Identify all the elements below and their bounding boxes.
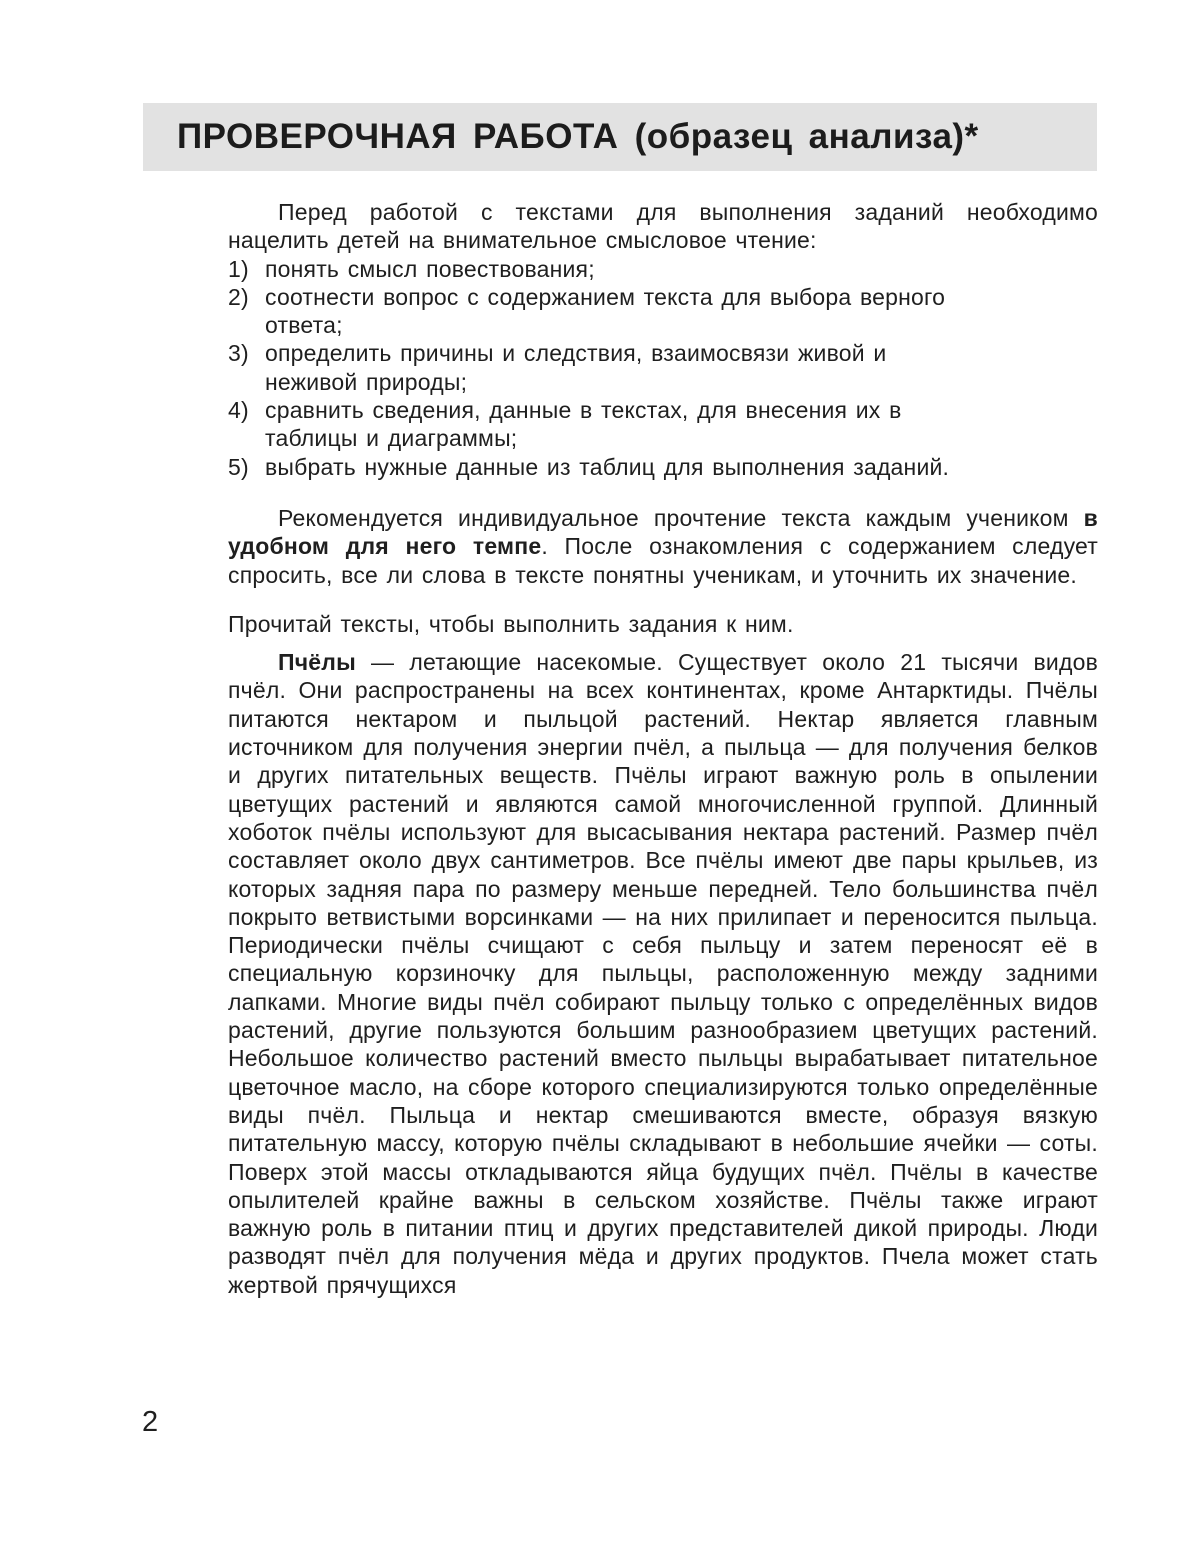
bees-text-paragraph <box>228 648 1098 1299</box>
reading-instruction: Прочитай тексты, чтобы выполнить задания к ним. <box>228 610 794 637</box>
list-item-text: выбрать нужные данные из таблиц для выполнения заданий. <box>265 453 950 480</box>
page-title: ПРОВЕРОЧНАЯ РАБОТА (образец анализа)* <box>177 117 979 156</box>
list-item <box>228 255 1098 283</box>
list-item <box>228 453 1098 481</box>
list-item <box>228 283 1098 340</box>
page-number: 2 <box>142 1406 159 1438</box>
list-item-number: 2) <box>228 283 249 310</box>
list-item-number: 5) <box>228 453 249 480</box>
list-item <box>228 339 1098 396</box>
list-item-text: сравнить сведения, данные в текстах, для внесения их в таблицы и диаграммы; <box>265 397 902 452</box>
list-item-number: 4) <box>228 397 249 424</box>
recommendation-paragraph <box>228 504 1098 589</box>
list-item-text: определить причины и следствия, взаимосвязи живой и неживой природы; <box>265 340 887 395</box>
list-item-number: 3) <box>228 340 249 367</box>
recommendation-text-start: Рекомендуется индивидуальное прочтение текста каждым учеником <box>278 504 1084 531</box>
list-item <box>228 396 1098 453</box>
list-item-text: понять смысл повествования; <box>265 255 595 282</box>
intro-paragraph: Перед работой с текстами для выполнения заданий необходимо нацелить детей на внимательное смысловое чтение: <box>228 199 1098 254</box>
reading-goals-list <box>228 255 1098 481</box>
list-item-number: 1) <box>228 255 249 282</box>
list-item-text: соотнести вопрос с содержанием текста для выбора верного ответа; <box>265 283 946 339</box>
bees-text-body: — летающие насекомые. Существует около 21 тысячи видов пчёл. Они распространены на всех континентах, кроме Антарктиды. Пчёлы питаются нектаром и пыльцой растений. Нектар является главным источником для получения энергии пчёл, а пыльца — для получения белков и других питательных веществ. Пчёлы играют важную роль в опылении цветущих растений и являются самой многочисленной группой. Длинный хоботок пчёлы используют для высасывания нектара растений. Размер пчёл составляет около двух сантиметров. Все пчёлы имеют две пары крыльев, из которых задняя пара по размеру меньше передней. Тело большинства пчёл покрыто ветвистыми ворсинками — на них прилипает и переносится пыльца. Периодически пчёлы счищают с себя пыльцу и затем переносят её в специальную корзиночку для пыльцы, расположенную между задними лапками. Многие виды пчёл собирают пыльцу только с определённых видов растений, другие пользуются большим разнообразием цветущих растений. Небольшое количество растений вместо пыльцы вырабатывает питательное цветочное масло, на сборе которого специализируются только определённые виды пчёл. Пыльца и нектар смешиваются вместе, образуя вязкую питательную массу, которую пчёлы складывают в небольшие ячейки — соты. Поверх этой массы откладываются яйца будущих пчёл. Пчёлы в качестве опылителей крайне важны в сельском хозяйстве. Пчёлы также играют важную роль в питании птиц и других представителей дикой природы. Люди разводят пчёл для получения мёда и других продуктов. Пчела может стать жертвой прячущихся <box>228 649 1098 1298</box>
recommendation-text-end: . После ознакомления с содержанием следует спросить, все ли слова в тексте понятны ученикам, и уточнить их значение. <box>228 533 1099 588</box>
bees-term: Пчёлы <box>278 649 356 676</box>
title-banner <box>143 103 1097 171</box>
recommendation-emphasis: в удобном для него темпе <box>228 504 1098 560</box>
main-content <box>228 198 1098 1299</box>
